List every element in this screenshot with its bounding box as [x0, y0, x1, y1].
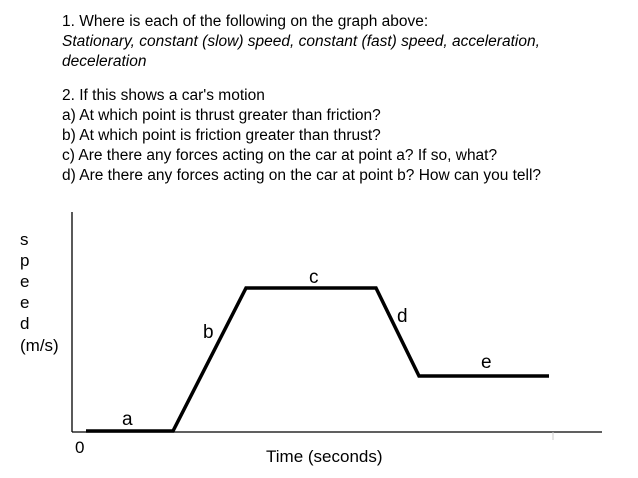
- question-2-part-d: d) Are there any forces acting on the car at point b? How can you tell?: [62, 167, 542, 184]
- y-axis-letter-e2: e: [20, 293, 30, 312]
- segment-label-b: b: [203, 322, 214, 343]
- segment-label-c: c: [309, 267, 319, 288]
- y-axis-letter-p: p: [20, 251, 30, 270]
- segment-label-a: a: [122, 409, 133, 430]
- x-axis-label: Time (seconds): [266, 447, 383, 466]
- segment-label-e: e: [481, 352, 492, 373]
- y-axis-letter-e1: e: [20, 272, 30, 291]
- question-1-options-line-2: deceleration: [62, 53, 147, 70]
- question-1-text: 1. Where is each of the following on the graph above:: [62, 13, 429, 30]
- origin-label: 0: [75, 438, 85, 457]
- speed-time-line: [86, 288, 549, 431]
- question-2-part-a: a) At which point is thrust greater than friction?: [62, 107, 381, 124]
- question-2-part-b: b) At which point is friction greater than thrust?: [62, 127, 381, 144]
- y-axis-letter-d: d: [20, 314, 30, 333]
- question-1-options-line-1: Stationary, constant (slow) speed, constant (fast) speed, acceleration,: [62, 33, 540, 50]
- question-2-part-c: c) Are there any forces acting on the car at point a? If so, what?: [62, 147, 498, 164]
- segment-label-d: d: [397, 306, 408, 327]
- question-2-intro: 2. If this shows a car's motion: [62, 87, 265, 104]
- y-axis-unit: (m/s): [20, 336, 59, 355]
- y-axis-letter-s: s: [20, 230, 29, 249]
